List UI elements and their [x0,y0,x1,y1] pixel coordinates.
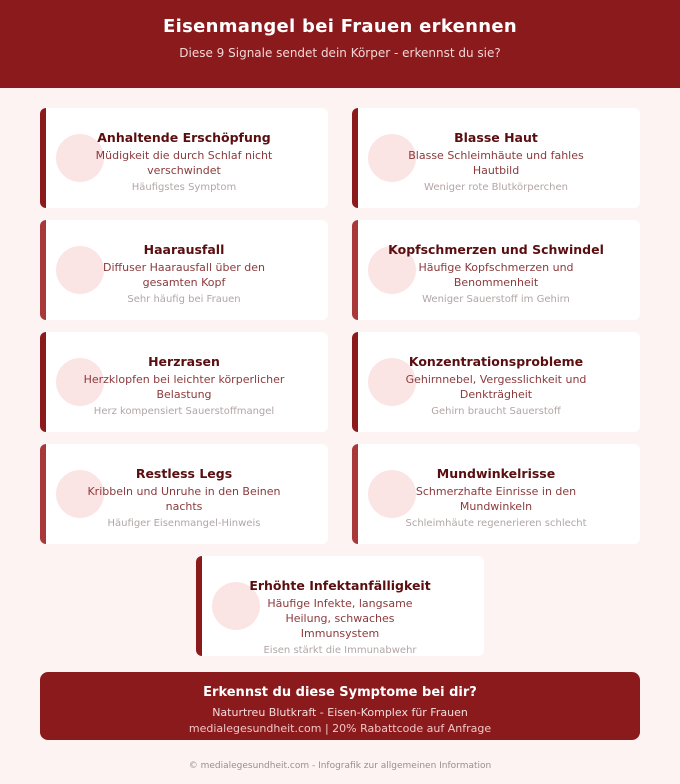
symptom-description: Herzklopfen bei leichter körperlicher Belastung [83,373,285,401]
symptom-card-haarausfall [40,220,328,320]
symptom-description: Schmerzhafte Einrisse in den Mundwinkeln [415,485,577,513]
symptom-note: Häufiger Eisenmangel-Hinweis [107,518,261,529]
symptom-title: Haarausfall [143,242,225,257]
symptom-description: Häufige Infekte, langsame Heilung, schwaches Immunsystem [267,597,413,640]
symptom-card-erschoepfung [40,108,328,208]
symptom-title: Erhöhte Infektanfälligkeit [249,578,431,593]
symptom-card-blasse-haut [352,108,640,208]
symptom-note: Gehirn braucht Sauerstoff [431,406,561,417]
symptom-description: Diffuser Haarausfall über den gesamten Kopf [103,261,265,289]
symptom-note: Häufigstes Symptom [131,182,237,193]
symptom-card-restless-legs [40,444,328,544]
symptom-card-konzentration [352,332,640,432]
symptom-title: Kopfschmerzen und Schwindel [388,242,604,257]
footer-note: © medialegesundheit.com - Infografik zur allgemeinen Information [188,761,492,771]
page-subtitle: Diese 9 Signale sendet dein Körper - erkennst du sie? [179,46,501,60]
symptom-description: Kribbeln und Unruhe in den Beinen nachts [87,485,281,513]
symptom-description: Häufige Kopfschmerzen und Benommenheit [418,261,574,289]
cta-website-line: medialegesundheit.com | 20% Rabattcode auf Anfrage [188,722,492,735]
symptom-title: Blasse Haut [454,130,538,145]
header-banner [0,0,680,88]
symptom-title: Mundwinkelrisse [436,466,556,481]
symptom-card-infektanfaelligkeit [196,556,484,656]
symptom-title: Konzentrationsprobleme [408,354,584,369]
symptom-card-mundwinkelrisse [352,444,640,544]
symptom-description: Blasse Schleimhäute und fahles Hautbild [408,149,584,177]
symptom-card-herzrasen [40,332,328,432]
symptom-note: Sehr häufig bei Frauen [127,294,241,305]
symptom-title: Restless Legs [135,466,233,481]
symptom-note: Weniger rote Blutkörperchen [424,182,568,193]
cta-product-line: Naturtreu Blutkraft - Eisen-Komplex für Frauen [212,706,468,719]
symptom-description: Gehirnnebel, Vergesslichkeit und Denkträgheit [405,373,587,401]
symptom-note: Herz kompensiert Sauerstoffmangel [93,406,275,417]
page-title: Eisenmangel bei Frauen erkennen [163,16,517,37]
cta-title: Erkennst du diese Symptome bei dir? [203,685,477,700]
call-to-action-box [40,672,640,740]
symptom-note: Weniger Sauerstoff im Gehirn [422,294,570,305]
symptom-description: Müdigkeit die durch Schlaf nicht verschwindet [95,149,273,177]
symptom-card-kopfschmerzen [352,220,640,320]
symptom-title: Anhaltende Erschöpfung [97,130,271,145]
symptom-note: Schleimhäute regenerieren schlecht [405,518,587,529]
symptom-title: Herzrasen [148,354,220,369]
symptom-note: Eisen stärkt die Immunabwehr [263,645,417,656]
